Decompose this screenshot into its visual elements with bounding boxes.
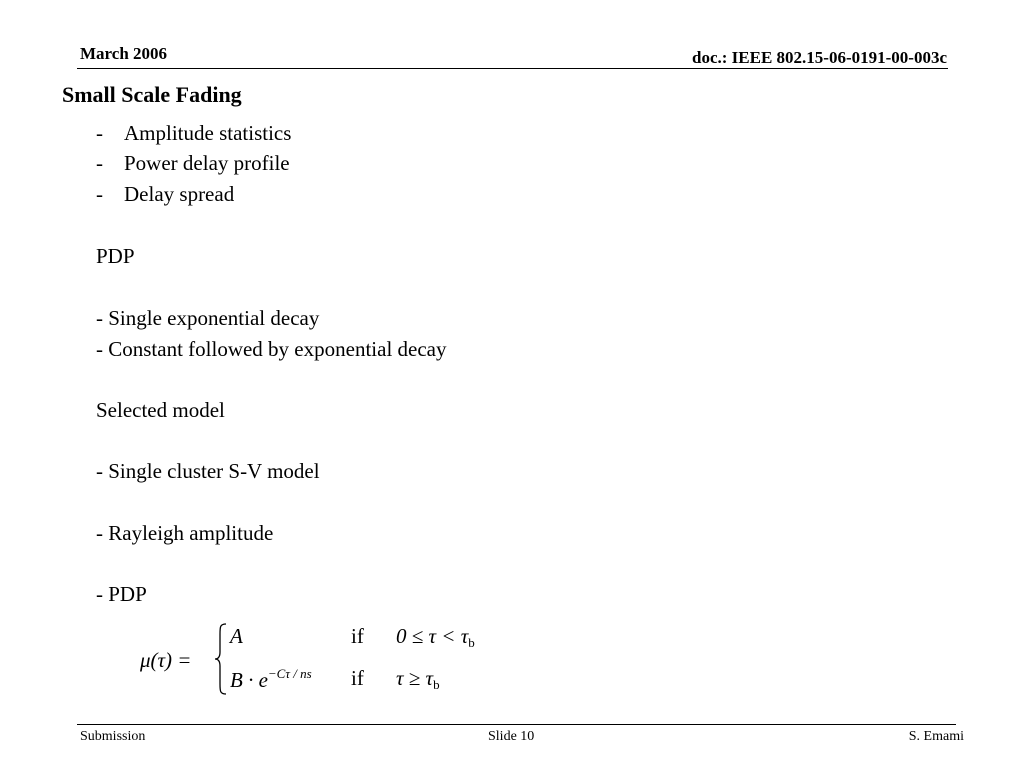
header-date: March 2006 [80,44,168,63]
equation-case2-condition [396,666,440,693]
equation-case1-condition [396,624,475,651]
header-rule [77,68,948,69]
equation-case1-if: if [351,624,364,648]
list-item: - PDP [96,582,147,606]
list-dash: - [96,121,103,145]
selected-model-heading: Selected model [96,398,225,422]
equation-case1-cond-text: 0 ≤ τ < τ [396,624,469,648]
equation-case2-exponent: −Cτ / ns [267,666,312,681]
pdp-heading: PDP [96,244,135,268]
footer-author: S. Emami [908,729,964,744]
list-item [96,182,234,206]
list-item: - Rayleigh amplitude [96,521,274,545]
equation-case2-if: if [351,666,364,690]
footer-rule [77,724,956,725]
equation-case2-value [230,666,312,693]
equation-case1-value: A [230,624,243,648]
list-dash: - [96,182,103,206]
list-item: - Single exponential decay [96,306,320,330]
list-item-text: Amplitude statistics [124,121,292,145]
equation-lhs: μ(τ) = [140,648,192,672]
equation-case2-base: B · e [230,668,268,692]
slide-title: Small Scale Fading [62,82,242,107]
equation-case2-subscript: b [433,677,440,692]
list-item: - Single cluster S-V model [96,459,320,483]
equation-case1-subscript: b [468,635,475,650]
equation-brace-icon [214,622,228,696]
list-item: - Constant followed by exponential decay [96,337,447,361]
list-item [96,151,290,175]
equation-case2-cond-text: τ ≥ τ [396,666,434,690]
header-doc-id: doc.: IEEE 802.15-06-0191-00-003c [692,48,947,67]
list-item-text: Delay spread [124,182,235,206]
footer-slide-number: Slide 10 [488,729,535,744]
footer-submission: Submission [80,729,146,744]
list-dash: - [96,151,103,175]
list-item-text: Power delay profile [124,151,290,175]
list-item [96,121,291,145]
